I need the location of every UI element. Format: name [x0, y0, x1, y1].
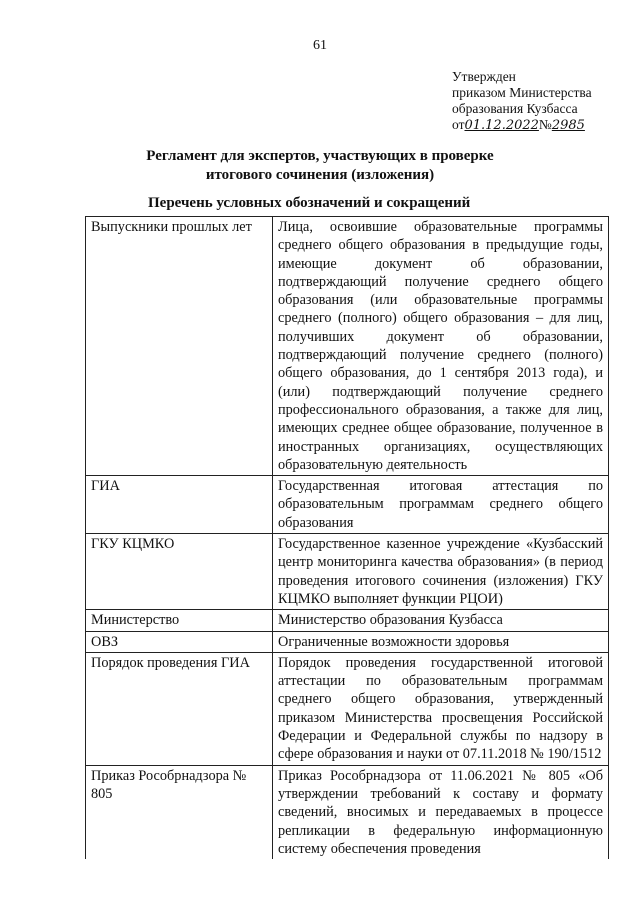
definition-cell: Министерство образования Кузбасса	[273, 610, 609, 631]
definition-cell: Государственная итоговая аттестация по образовательным программам среднего общего образования	[273, 476, 609, 534]
approval-line-3: образования Кузбасса	[452, 101, 578, 116]
definition-cell: Порядок проведения государственной итоговой аттестации по образовательным программам среднего общего образования, утвержденный приказом Министерства просвещения Российской Федерации и Федеральной службы по надзору в сфере образования и науки от 07.11.2018 № 190/1512	[273, 652, 609, 765]
table-row	[86, 217, 609, 476]
term-cell: Приказ Рособрнадзора № 805	[86, 765, 273, 859]
document-title	[0, 147, 640, 185]
term-cell: ГИА	[86, 476, 273, 534]
date-prefix: от	[452, 117, 465, 132]
number-prefix: №	[538, 117, 552, 132]
approval-line-1: Утвержден	[452, 69, 516, 84]
table-row	[86, 765, 609, 859]
page-number: 61	[313, 38, 327, 53]
abbreviations-table	[85, 216, 609, 859]
table-row	[86, 652, 609, 765]
approval-stamp	[452, 69, 592, 134]
table-row	[86, 476, 609, 534]
term-cell: Выпускники прошлых лет	[86, 217, 273, 476]
table-row	[86, 610, 609, 631]
approval-line-2: приказом Министерства	[452, 85, 592, 100]
table-row	[86, 534, 609, 610]
definition-cell: Государственное казенное учреждение «Кузбасский центр мониторинга качества образования» (в период проведения итогового сочинения (изложения) ГКУ КЦМКО выполняет функции РЦОИ)	[273, 534, 609, 610]
definition-cell: Приказ Рособрнадзора от 11.06.2021 № 805 «Об утверждении требований к составу и формату сведений, вносимых и передаваемых в процессе репликации в федеральную информационную систему обеспечения проведения	[273, 765, 609, 859]
term-cell: ОВЗ	[86, 631, 273, 652]
title-line-2: итогового сочинения (изложения)	[205, 167, 435, 183]
definition-cell: Лица, освоившие образовательные программы среднего общего образования в предыдущие годы, имеющие документ об образовании, подтверждающий получение среднего общего образования (или образовательные программы среднего (полного) общего образования – для лиц, получивших документ об образовании, подтверждающий получение среднего (полного) общего образования, до 1 сентября 2013 года), и (или) подтверждающий получение среднего профессионального образования, а также для лиц, имеющих среднее общее образование, полученное в иностранных организациях, осуществляющих образовательную деятельность	[273, 217, 609, 476]
handwritten-number: 2985	[551, 118, 585, 133]
term-cell: Министерство	[86, 610, 273, 631]
handwritten-date: 01.12.2022	[464, 118, 539, 133]
term-cell: Порядок проведения ГИА	[86, 652, 273, 765]
title-line-1: Регламент для экспертов, участвующих в проверке	[146, 148, 494, 164]
definition-cell: Ограниченные возможности здоровья	[273, 631, 609, 652]
term-cell: ГКУ КЦМКО	[86, 534, 273, 610]
approval-date-line	[452, 117, 592, 134]
section-subtitle: Перечень условных обозначений и сокращений	[148, 195, 471, 211]
table-row	[86, 631, 609, 652]
